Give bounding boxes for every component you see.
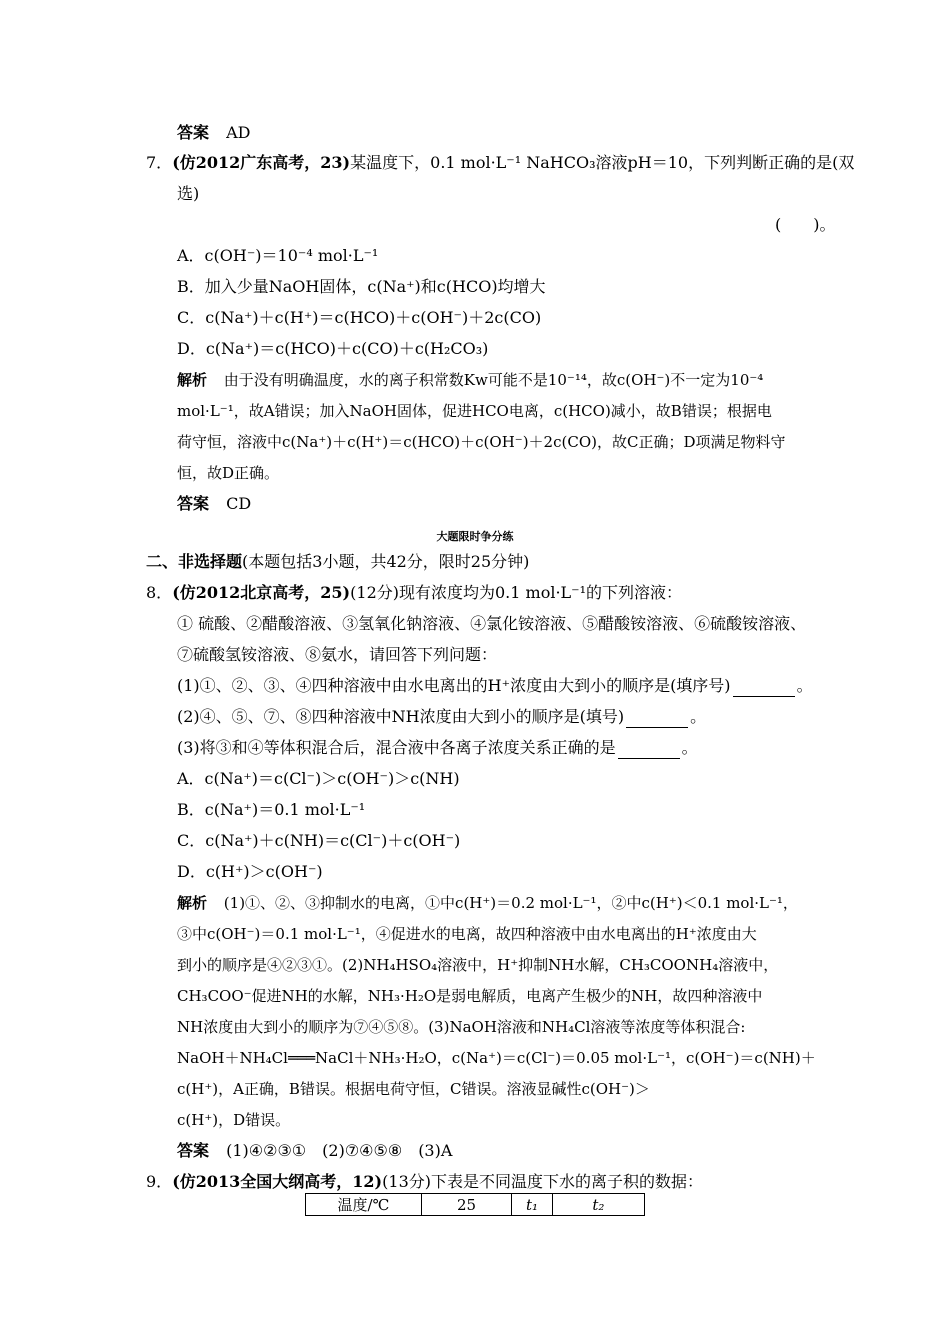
table-header-cell: 温度/℃ [306,1194,422,1216]
q7-option-a: A．c(OH⁻)＝10⁻⁴ mol·L⁻¹ [177,246,379,265]
q8-option-c: C．c(Na⁺)＋c(NH)＝c(Cl⁻)＋c(OH⁻) [177,831,461,850]
sub-question-text: (3)将③和④等体积混合后，混合液中各离子浓度关系正确的是 [177,738,616,757]
q7-analysis-line1 [177,369,763,391]
ion-product-table [305,1193,645,1216]
table-header-cell: t₂ [552,1194,644,1216]
period: 。 [796,676,813,695]
table-header-cell: 25 [421,1194,511,1216]
q7-analysis-line4: 恒，故D正确。 [177,464,280,482]
table-header-cell: t₁ [512,1194,553,1216]
q8-analysis-line2: ③中c(OH⁻)＝0.1 mol·L⁻¹，④促进水的电离，故四种溶液中由水电离出的H⁺浓度由大 [177,925,757,943]
analysis-label: 解析 [177,371,208,389]
section-title: 大题限时争分练 [436,530,514,543]
q8-list-line1: ① 硫酸、②醋酸溶液、③氢氧化钠溶液、④氯化铵溶液、⑤醋酸铵溶液、⑥硫酸铵溶液、 [177,614,807,633]
question-stem: (13分)下表是不同温度下水的离子积的数据： [382,1172,703,1191]
period: 。 [681,738,698,757]
q8-answer [177,1140,452,1162]
table-row [306,1194,645,1216]
q7-analysis-line3: 荷守恒，溶液中c(Na⁺)＋c(H⁺)＝c(HCO)＋c(OH⁻)＋2c(CO)，故C正确；D项满足物料守 [177,433,786,451]
sub-question-text: (2)④、⑤、⑦、⑧四种溶液中NH浓度由大到小的顺序是(填号) [177,707,625,726]
q8-option-a: A．c(Na⁺)＝c(Cl⁻)＞c(OH⁻)＞c(NH) [177,769,460,788]
analysis-text: 由于没有明确温度，水的离子积常数Kw可能不是10⁻¹⁴，故c(OH⁻)不一定为10⁻⁴ [223,371,764,389]
question-stem: 某温度下，0.1 mol·L⁻¹ NaHCO₃溶液pH＝10，下列判断正确的是(双 [350,153,855,172]
section-heading [146,551,529,573]
q8-analysis-line1 [177,892,798,914]
q8-sub1 [177,675,813,697]
period: 。 [690,707,707,726]
answer-label: 答案 [177,494,210,513]
question-stem: (12分)现有浓度均为0.1 mol·L⁻¹的下列溶液： [350,583,683,602]
q8-analysis-line7: c(H⁺)，A正确，B错误。根据电荷守恒，C错误。溶液显碱性c(OH⁻)＞ [177,1080,650,1098]
q8-analysis-line5: NH浓度由大到小的顺序为⑦④⑤⑧。(3)NaOH溶液和NH₄Cl溶液等浓度等体积混合: [177,1018,746,1036]
answer-blank[interactable] [618,742,680,759]
analysis-text: (1)①、②、③抑制水的电离，①中c(H⁺)＝0.2 mol·L⁻¹，②中c(H⁺)＜0.1 mol·L⁻¹， [223,894,798,912]
q6-answer [177,122,251,144]
q9-stem [146,1171,703,1193]
q8-stem [146,582,682,604]
question-source: (仿2012广东高考，23) [172,153,351,172]
q8-analysis-line8: c(H⁺)，D错误。 [177,1111,291,1129]
question-source: (仿2013全国大纲高考，12) [172,1172,383,1191]
answer-blank[interactable] [626,711,688,728]
q8-analysis-line3: 到小的顺序是④②③①。(2)NH₄HSO₄溶液中，H⁺抑制NH水解，CH₃COONH₄溶液中， [177,956,779,974]
answer-label: 答案 [177,1141,210,1160]
q7-answer [177,493,251,515]
q7-option-c: C．c(Na⁺)＋c(H⁺)＝c(HCO)＋c(OH⁻)＋2c(CO) [177,308,542,327]
section-heading-rest: (本题包括3小题，共42分，限时25分钟) [242,552,530,571]
q7-stem-line1 [146,152,854,174]
question-source: (仿2012北京高考，25) [172,583,351,602]
sub-question-text: (1)①、②、③、④四种溶液中由水电离出的H⁺浓度由大到小的顺序是(填序号) [177,676,731,695]
question-number: 8． [146,583,173,602]
analysis-label: 解析 [177,894,208,912]
answer-bracket: ( )。 [775,215,836,234]
q8-analysis-line6: NaOH＋NH₄Cl═══NaCl＋NH₃·H₂O，c(Na⁺)＝c(Cl⁻)＝0.05 mol·L⁻¹，c(OH⁻)＝c(NH)＋ [177,1049,816,1067]
answer-value: CD [226,494,252,513]
answer-value: (1)④②③① (2)⑦④⑤⑧ (3)A [226,1141,453,1160]
q8-option-b: B．c(Na⁺)＝0.1 mol·L⁻¹ [177,800,366,819]
q8-sub3 [177,737,698,759]
q8-list-line2: ⑦硫酸氢铵溶液、⑧氨水，请回答下列问题： [177,645,498,664]
question-number: 9． [146,1172,173,1191]
answer-blank[interactable] [733,680,795,697]
q8-sub2 [177,706,706,728]
section-heading-bold: 二、非选择题 [146,552,243,571]
q7-stem-line2: 选) [177,184,200,203]
answer-label: 答案 [177,123,210,142]
q7-option-d: D．c(Na⁺)＝c(HCO)＋c(CO)＋c(H₂CO₃) [177,339,489,358]
answer-value: AD [226,123,251,142]
q7-analysis-line2: mol·L⁻¹，故A错误；加入NaOH固体，促进HCO电离，c(HCO)减小，故B错误；根据电 [177,402,772,420]
q8-analysis-line4: CH₃COO⁻促进NH的水解，NH₃·H₂O是弱电解质，电离产生极少的NH，故四种溶液中 [177,987,763,1005]
question-number: 7． [146,153,173,172]
q7-option-b: B．加入少量NaOH固体，c(Na⁺)和c(HCO)均增大 [177,277,546,296]
q8-option-d: D．c(H⁺)＞c(OH⁻) [177,862,323,881]
